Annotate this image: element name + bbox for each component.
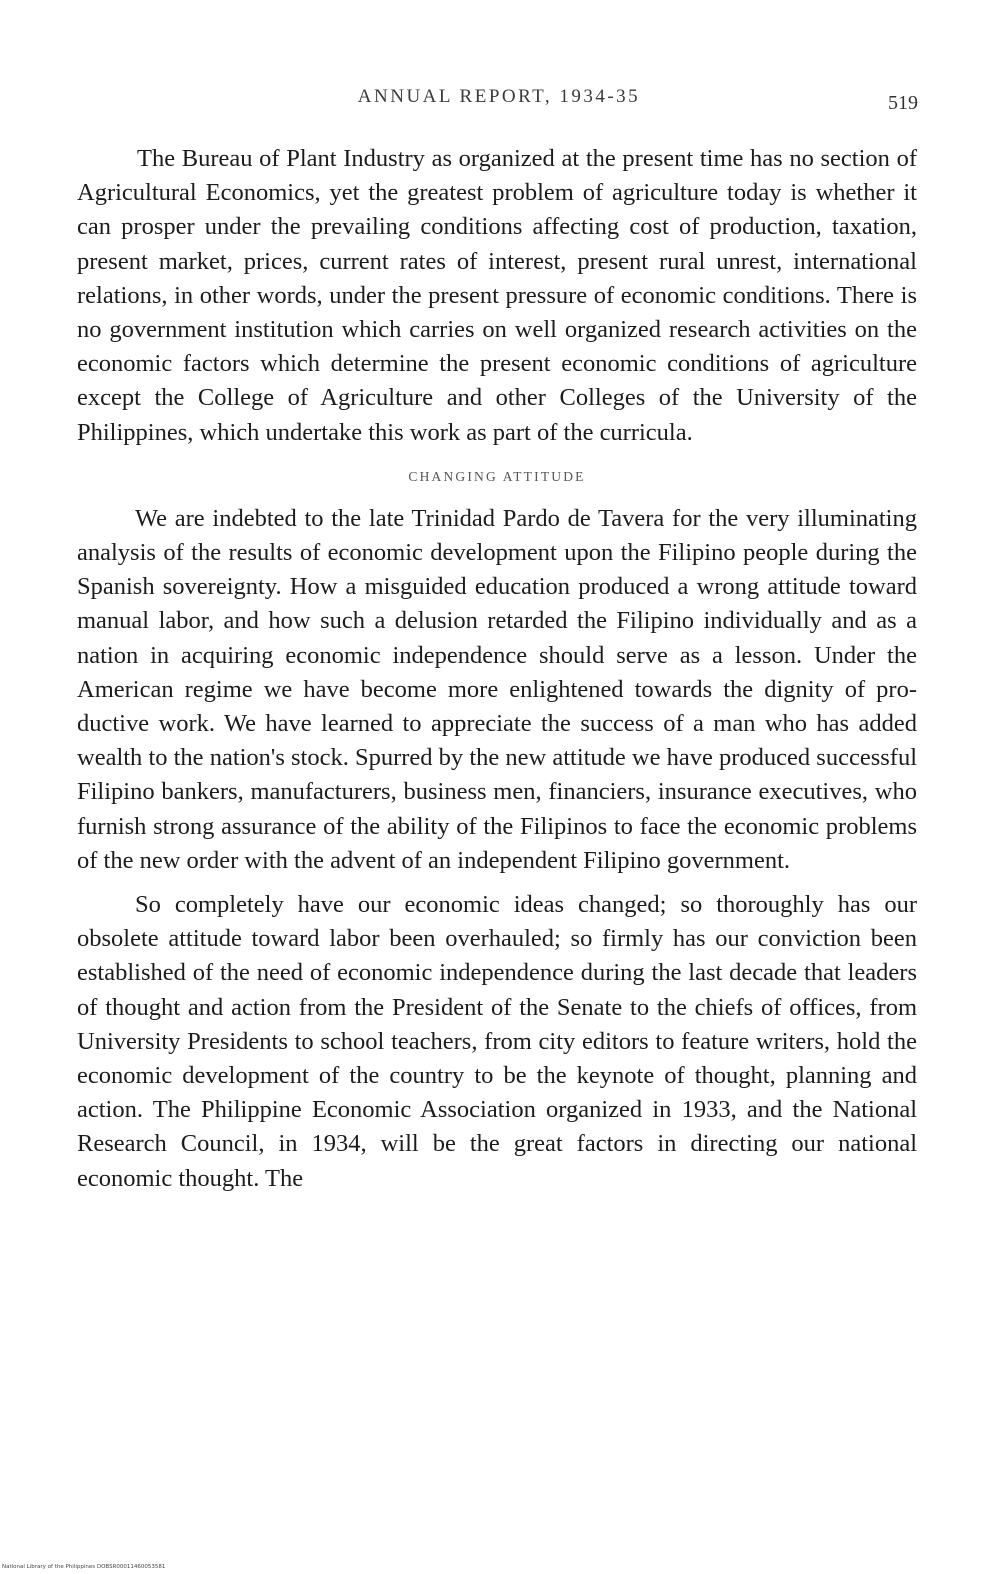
page-body (77, 142, 917, 1196)
page-header (0, 86, 998, 120)
paragraph-economic-ideas-changed: So completely have our economic ideas changed; so thoroughly has our obsolete attitude toward labor been overhauled; so firmly has our conviction been established of the need of economic independence during the last decade that leaders of thought and action from the President of the Senate to the chiefs of offices, from University Presidents to school teachers, from city editors to feature writers, hold the economic development of the country to be the keynote of thought, planning and action. The Philippine Economic Association organized in 1933, and the National Research Council, in 1934, will be the great factors in directing our national economic thought. The (77, 891, 917, 1192)
page-number: 519 (888, 92, 918, 114)
paragraph-indebted-tavera: We are indebted to the late Trinidad Pardo de Tavera for the very illuminating analysis of the results of economic development upon the Filipino people during the Spanish sovereignty. How a misguided education produced a wrong attitude toward manual labor, and how such a delusion retarded the Filipino individually and as a nation in acquiring economic independence should serve as a lesson. Under the American regime we have become more enlightened towards the dignity of productive work. We have learned to appreciate the success of a man who has added wealth to the nation's stock. Spurred by the new attitude we have produced successful Filipino bankers, manufacturers, business men, financiers, insurance executives, who furnish strong assurance of the ability of the Filipinos to face the economic problems of the new order with the advent of an independent Filipino government. (77, 504, 917, 874)
archive-footer-note: National Library of the Philippines DOBSR00011460053581 (2, 1564, 166, 1570)
paragraph-bureau-plant-industry: The Bureau of Plant Industry as organized at the present time has no section of Agricultural Economics, yet the greatest problem of agriculture today is whether it can prosper under the prevailing conditions affecting cost of production, taxation, present market, prices, current rates of interest, present rural unrest, international relations, in other words, under the present pressure of economic conditions. There is no government institution which carries on well organized research activities on the economic factors which determine the present economic conditions of agriculture except the College of Agriculture and other Colleges of the University of the Philippines, which undertake this work as part of the curricula. (77, 145, 917, 446)
section-heading-changing-attitude: CHANGING ATTITUDE (408, 468, 586, 484)
running-head: ANNUAL REPORT, 1934-35 (357, 86, 641, 107)
